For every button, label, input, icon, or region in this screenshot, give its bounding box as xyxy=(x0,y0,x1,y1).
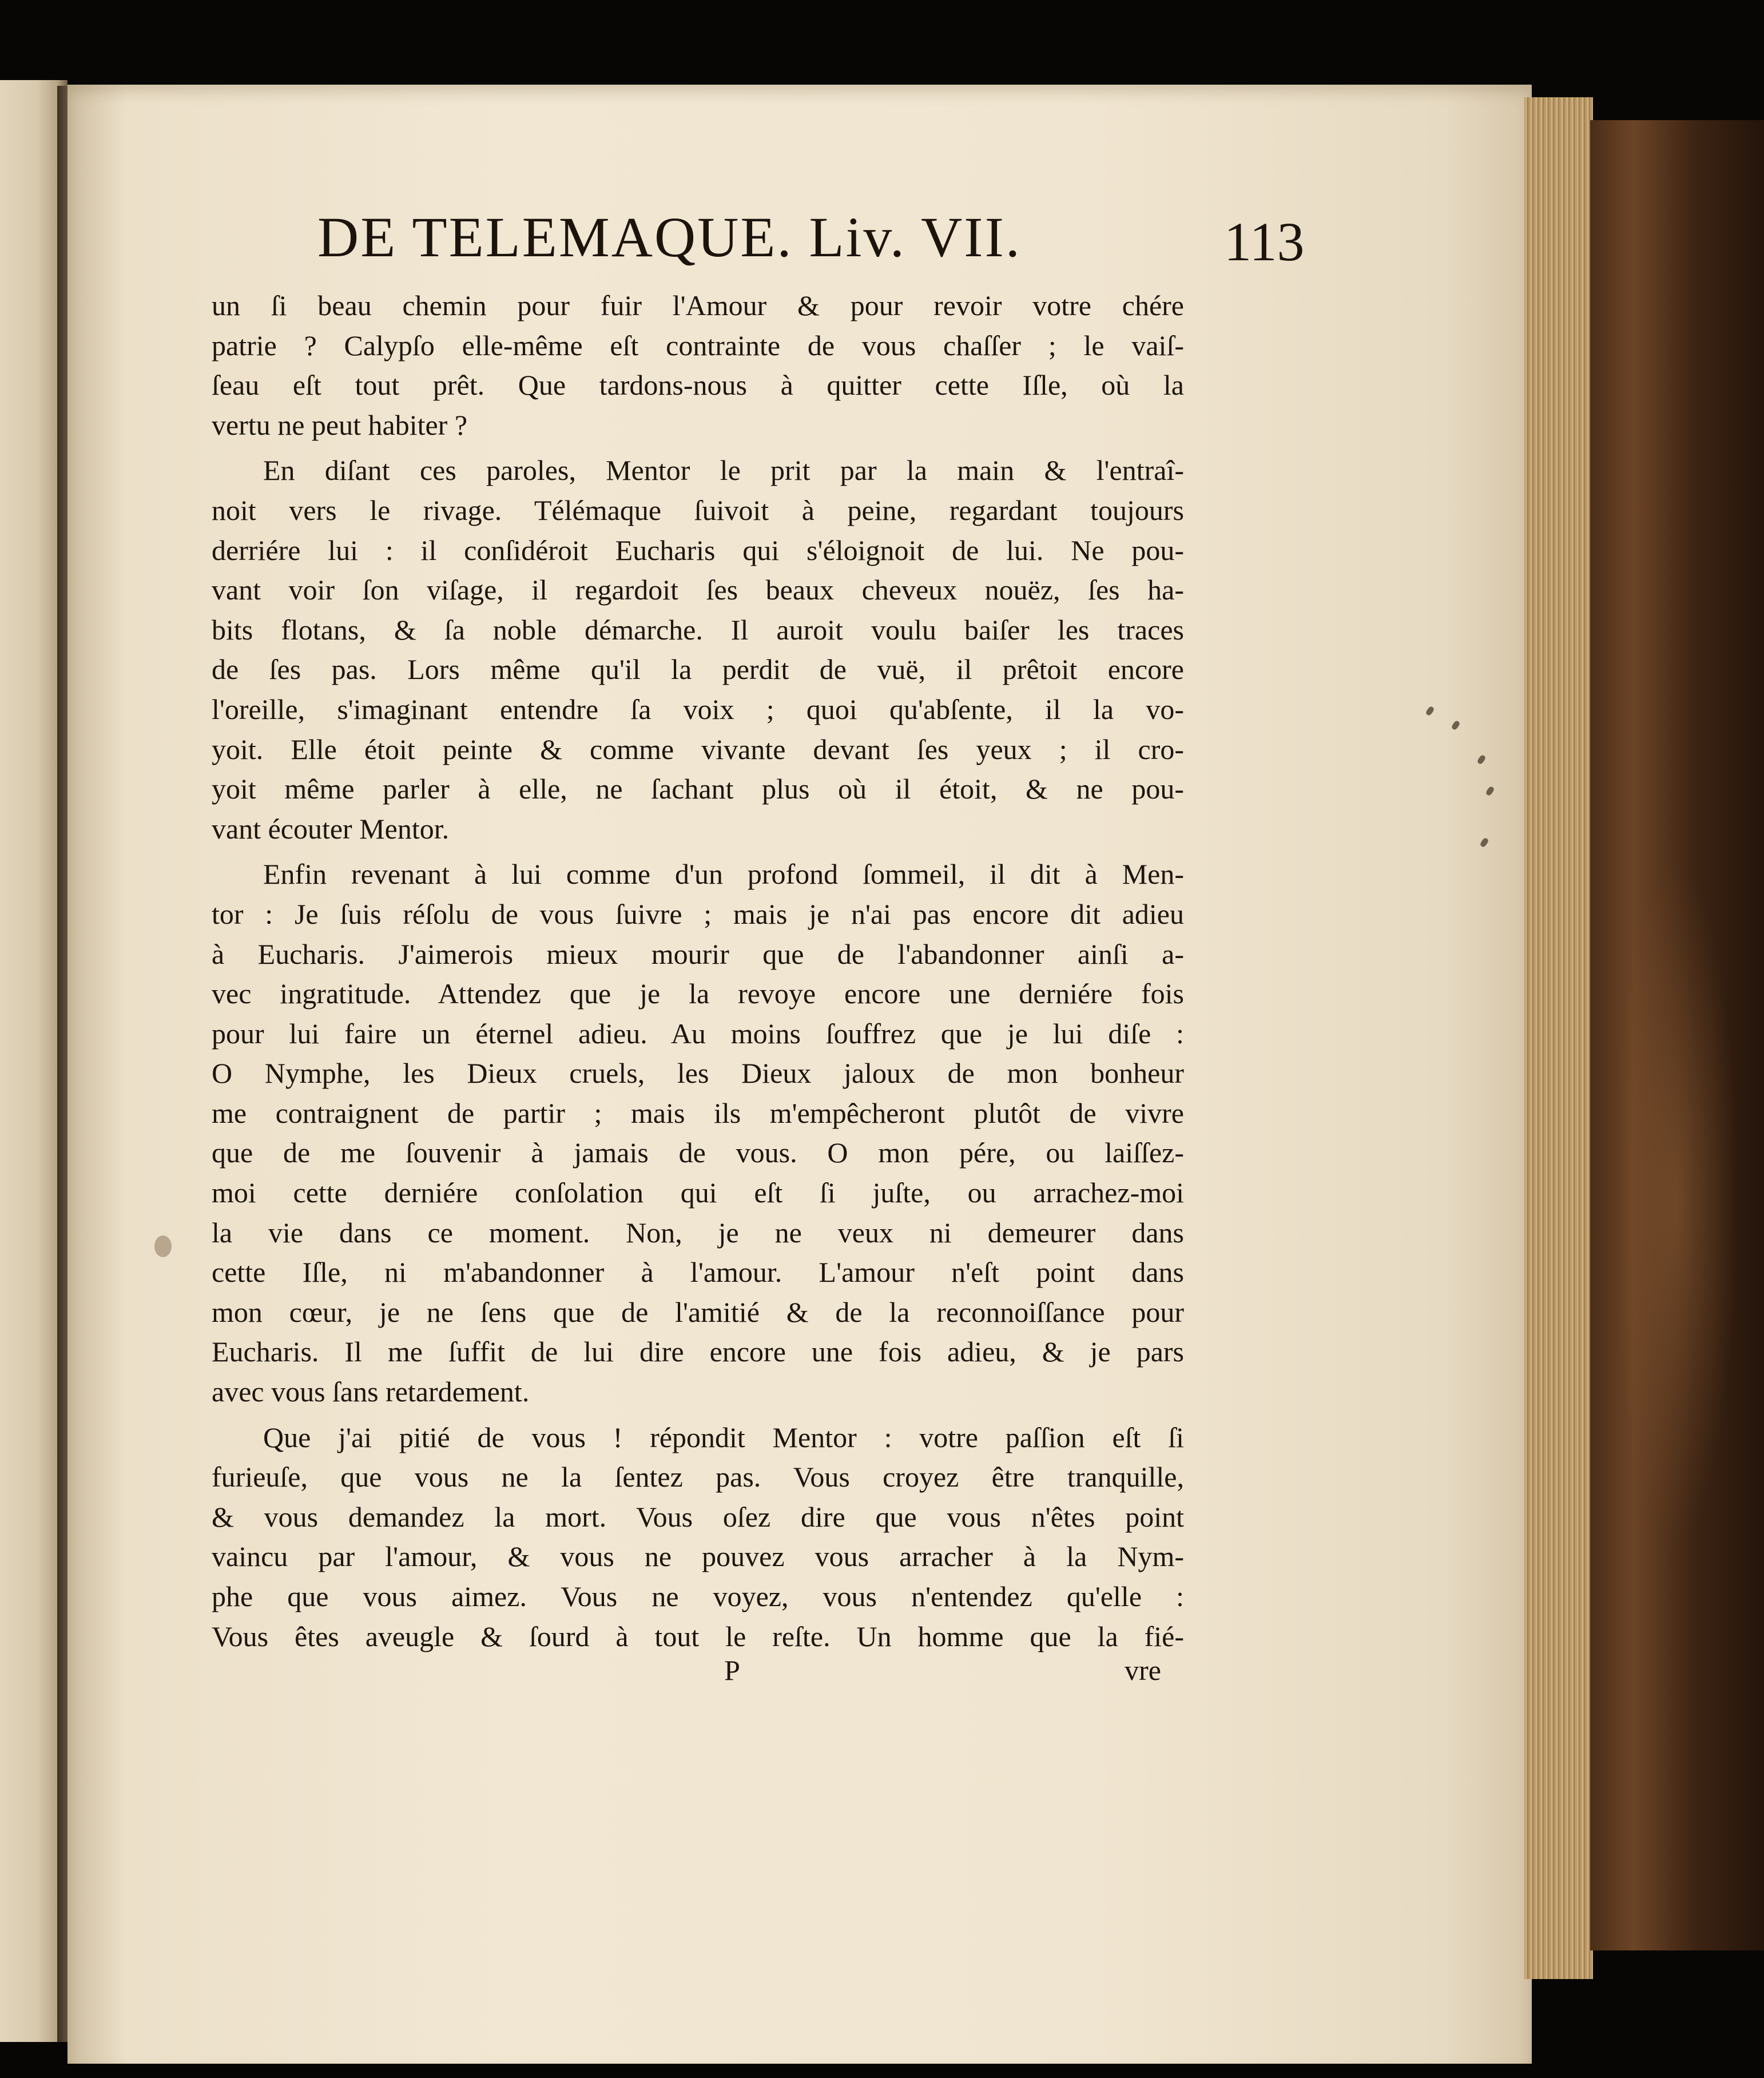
paragraph xyxy=(212,451,1184,849)
catchword: vre xyxy=(1125,1654,1161,1686)
text-line: Enfin revenant à lui comme d'un profond ſommeil, il dit à Men- xyxy=(263,858,1184,891)
text-line: la vie dans ce moment. Non, je ne veux ni demeurer dans xyxy=(212,1216,1184,1249)
paragraph xyxy=(212,855,1184,1412)
text-line: En diſant ces paroles, Mentor le prit par la main & l'entraî- xyxy=(263,454,1184,487)
text-line: cette Iſle, ni m'abandonner à l'amour. L'amour n'eſt point dans xyxy=(212,1256,1184,1289)
text-line: à Eucharis. J'aimerois mieux mourir que de l'abandonner ainſi a- xyxy=(212,937,1184,970)
text-line: avec vous ſans retardement. xyxy=(212,1376,530,1408)
text-line: vec ingratitude. Attendez que je la revoye encore une derniére fois xyxy=(212,978,1184,1010)
text-line: vant voir ſon viſage, il regardoit ſes beaux cheveux nouëz, ſes ha- xyxy=(212,574,1184,606)
text-line: noit vers le rivage. Télémaque ſuivoit à peine, regardant toujours xyxy=(212,494,1184,526)
text-line: patrie ? Calypſo elle-même eſt contrainte de vous chaſſer ; le vaiſ- xyxy=(212,329,1184,361)
text-line: tor : Je ſuis réſolu de vous ſuivre ; mais je n'ai pas encore dit adieu xyxy=(212,897,1184,930)
text-line: de ſes pas. Lors même qu'il la perdit de vuë, il prêtoit encore xyxy=(212,653,1184,686)
text-line: me contraignent de partir ; mais ils m'empêcheront plutôt de vivre xyxy=(212,1096,1184,1129)
paragraph xyxy=(212,1418,1184,1657)
body-text xyxy=(212,286,1184,1656)
page-fore-edge xyxy=(1524,97,1593,1979)
text-line: vant écouter Mentor. xyxy=(212,812,450,845)
text-line: moi cette derniére conſolation qui eſt ſi juſte, ou arrachez-moi xyxy=(212,1177,1184,1209)
text-line: mon cœur, je ne ſens que de l'amitié & de la reconnoiſſance pour xyxy=(212,1296,1184,1328)
text-line: pour lui faire un éternel adieu. Au moins ſouffrez que je lui diſe : xyxy=(212,1017,1184,1050)
text-line: furieuſe, que vous ne la ſentez pas. Vous croyez être tranquille, xyxy=(212,1461,1184,1493)
text-line: ſeau eſt tout prêt. Que tardons-nous à quitter cette Iſle, où la xyxy=(212,369,1184,402)
text-line: vaincu par l'amour, & vous ne pouvez vous arracher à la Nym- xyxy=(212,1540,1184,1573)
text-line: l'oreille, s'imaginant entendre ſa voix ; quoi qu'abſente, il la vo- xyxy=(212,693,1184,725)
text-line: yoit même parler à elle, ne ſachant plus où il étoit, & ne pou- xyxy=(212,773,1184,805)
text-line: que de me ſouvenir à jamais de vous. O mon pére, ou laiſſez- xyxy=(212,1137,1184,1169)
signature-mark: P xyxy=(724,1654,740,1686)
text-line: O Nymphe, les Dieux cruels, les Dieux jaloux de mon bonheur xyxy=(212,1057,1184,1090)
text-line: phe que vous aimez. Vous ne voyez, vous n'entendez qu'elle : xyxy=(212,1580,1184,1612)
paragraph xyxy=(212,286,1184,445)
cover-wear xyxy=(1613,858,1739,1544)
page-stain xyxy=(154,1235,172,1257)
text-line: & vous demandez la mort. Vous oſez dire que vous n'êtes point xyxy=(212,1500,1184,1533)
page-number: 113 xyxy=(1224,211,1305,272)
text-line: un ſi beau chemin pour fuir l'Amour & pour revoir votre chére xyxy=(212,289,1184,321)
text-line: yoit. Elle étoit peinte & comme vivante devant ſes yeux ; il cro- xyxy=(212,733,1184,765)
text-line: vertu ne peut habiter ? xyxy=(212,408,468,441)
text-line: bits flotans, & ſa noble démarche. Il auroit voulu baiſer les traces xyxy=(212,613,1184,646)
text-line: Vous êtes aveugle & ſourd à tout le reſte. Un homme que la fié- xyxy=(212,1620,1184,1652)
text-line: derriére lui : il conſidéroit Eucharis qui s'éloignoit de lui. Ne pou- xyxy=(212,534,1184,566)
text-line: Que j'ai pitié de vous ! répondit Mentor : votre paſſion eſt ſi xyxy=(263,1421,1184,1453)
text-line: Eucharis. Il me ſuffit de lui dire encore une fois adieu, & je pars xyxy=(212,1336,1184,1368)
running-title: DE TELEMAQUE. Liv. VII. xyxy=(317,205,1022,269)
